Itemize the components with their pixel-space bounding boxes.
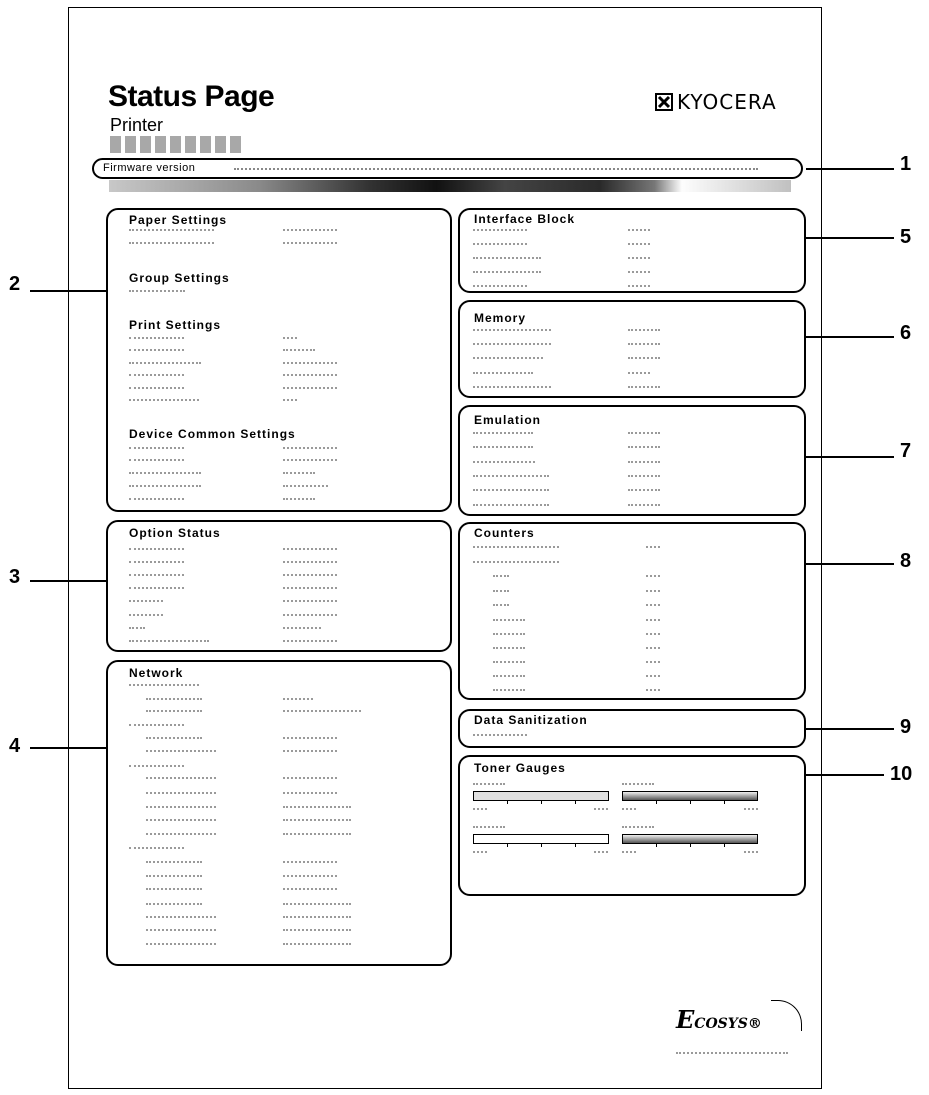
memory-heading: Memory	[474, 311, 527, 325]
placeholder-value-line	[129, 627, 145, 632]
placeholder-value-line	[283, 833, 351, 838]
placeholder-value-line	[283, 792, 337, 797]
gauge-tick	[575, 843, 576, 847]
gauge-tick	[656, 843, 657, 847]
placeholder-value-line	[283, 548, 337, 553]
placeholder-value-line	[146, 792, 216, 797]
placeholder-value-line	[493, 619, 525, 624]
emulation-heading: Emulation	[474, 413, 542, 427]
placeholder-value-line	[646, 575, 660, 580]
gauge-tick	[507, 843, 508, 847]
placeholder-value-line	[493, 661, 525, 666]
printer-model-placeholder	[110, 145, 241, 153]
placeholder-value-line	[129, 498, 184, 503]
gradient-bar	[109, 180, 791, 192]
placeholder-value-line	[283, 229, 337, 234]
placeholder-value-line	[646, 546, 660, 551]
placeholder-value-line	[146, 737, 202, 742]
placeholder-value-line	[129, 548, 184, 553]
placeholder-value-line	[146, 916, 216, 921]
placeholder-value-line	[146, 903, 202, 908]
placeholder-value-line	[622, 851, 636, 856]
page-subtitle: Printer	[110, 115, 164, 135]
placeholder-value-line	[129, 765, 184, 770]
placeholder-value-line	[283, 472, 315, 477]
placeholder-value-line	[283, 875, 337, 880]
placeholder-value-line	[473, 285, 527, 290]
callout-9: 9	[900, 716, 912, 738]
placeholder-value-line	[493, 675, 525, 680]
placeholder-value-line	[646, 661, 660, 666]
placeholder-value-line	[473, 475, 549, 480]
callout-5-line	[806, 237, 894, 239]
placeholder-value-line	[473, 561, 559, 566]
placeholder-value-line	[646, 604, 660, 609]
placeholder-value-line	[473, 243, 527, 248]
print-settings-heading: Print Settings	[129, 318, 222, 332]
ecosys-logo-rest: COSYS	[694, 1016, 748, 1032]
placeholder-value-line	[129, 684, 199, 689]
placeholder-value-line	[283, 903, 351, 908]
placeholder-value-line	[473, 546, 559, 551]
placeholder-value-line	[628, 357, 660, 362]
data-sanitization-box	[458, 709, 806, 748]
option-status-box	[106, 520, 452, 652]
placeholder-value-line	[283, 374, 337, 379]
placeholder-value-line	[473, 372, 533, 377]
placeholder-value-line	[493, 604, 509, 609]
placeholder-value-line	[646, 619, 660, 624]
placeholder-value-line	[473, 386, 551, 391]
placeholder-value-line	[628, 372, 650, 377]
placeholder-value-line	[493, 647, 525, 652]
paper-settings-heading: Paper Settings	[129, 213, 228, 227]
placeholder-value-line	[628, 271, 650, 276]
placeholder-value-line	[493, 590, 509, 595]
gauge-tick	[690, 843, 691, 847]
placeholder-value-line	[283, 337, 297, 342]
placeholder-value-line	[473, 329, 551, 334]
callout-3-line	[30, 580, 106, 582]
placeholder-value-line	[473, 783, 505, 788]
page-title: Status Page	[108, 80, 275, 113]
placeholder-value-line	[628, 432, 660, 437]
placeholder-value-line	[146, 819, 216, 824]
callout-7-line	[806, 456, 894, 458]
counters-heading: Counters	[474, 526, 535, 540]
placeholder-value-line	[283, 362, 337, 367]
kyocera-mark-icon	[655, 93, 673, 111]
placeholder-value-line	[283, 627, 321, 632]
placeholder-value-line	[628, 285, 650, 290]
callout-5: 5	[900, 226, 912, 248]
firmware-version-box	[92, 158, 803, 179]
placeholder-value-line	[473, 504, 549, 509]
placeholder-value-line	[646, 675, 660, 680]
placeholder-value-line	[283, 614, 337, 619]
placeholder-value-line	[646, 647, 660, 652]
placeholder-value-line	[628, 489, 660, 494]
placeholder-value-line	[146, 943, 216, 948]
placeholder-value-line	[283, 387, 337, 392]
placeholder-value-line	[283, 698, 313, 703]
placeholder-value-line	[622, 826, 654, 831]
placeholder-value-line	[473, 826, 505, 831]
firmware-value-placeholder	[234, 168, 758, 170]
placeholder-value-line	[129, 447, 184, 452]
placeholder-value-line	[283, 888, 337, 893]
placeholder-value-line	[283, 777, 337, 782]
option-status-heading: Option Status	[129, 526, 221, 540]
placeholder-value-line	[594, 808, 608, 813]
settings-box	[106, 208, 452, 512]
placeholder-value-line	[473, 808, 487, 813]
callout-2: 2	[9, 273, 21, 295]
placeholder-value-line	[129, 459, 184, 464]
placeholder-value-line	[129, 587, 184, 592]
placeholder-value-line	[146, 698, 202, 703]
placeholder-value-line	[283, 399, 297, 404]
printer-name-placeholder	[110, 136, 241, 145]
placeholder-value-line	[129, 614, 163, 619]
placeholder-value-line	[129, 242, 214, 247]
callout-8-line	[806, 563, 894, 565]
placeholder-value-line	[283, 498, 315, 503]
ecosys-logo-e: E	[676, 1005, 695, 1034]
placeholder-value-line	[129, 600, 163, 605]
callout-7: 7	[900, 440, 912, 462]
placeholder-value-line	[129, 399, 199, 404]
placeholder-value-line	[473, 489, 549, 494]
placeholder-value-line	[129, 229, 214, 234]
callout-9-line	[806, 728, 894, 730]
placeholder-value-line	[628, 243, 650, 248]
placeholder-value-line	[283, 447, 337, 452]
placeholder-value-line	[283, 485, 328, 490]
placeholder-value-line	[283, 929, 351, 934]
placeholder-value-line	[473, 461, 535, 466]
placeholder-value-line	[473, 271, 541, 276]
placeholder-value-line	[146, 929, 216, 934]
placeholder-value-line	[473, 446, 533, 451]
placeholder-value-line	[283, 242, 337, 247]
gauge-tick	[724, 843, 725, 847]
gauge-tick	[541, 800, 542, 804]
callout-10: 10	[890, 763, 913, 785]
placeholder-value-line	[628, 257, 650, 262]
placeholder-value-line	[283, 349, 315, 354]
placeholder-value-line	[628, 343, 660, 348]
placeholder-value-line	[283, 916, 351, 921]
placeholder-value-line	[129, 362, 201, 367]
placeholder-value-line	[146, 710, 202, 715]
memory-box	[458, 300, 806, 398]
group-settings-heading: Group Settings	[129, 271, 230, 285]
placeholder-value-line	[146, 833, 216, 838]
network-heading: Network	[129, 666, 184, 680]
placeholder-value-line	[646, 633, 660, 638]
placeholder-value-line	[283, 587, 337, 592]
toner-gauges-heading: Toner Gauges	[474, 761, 566, 775]
placeholder-value-line	[622, 808, 636, 813]
placeholder-value-line	[283, 819, 351, 824]
callout-2-line	[30, 290, 106, 292]
device-common-settings-heading: Device Common Settings	[129, 427, 296, 441]
callout-1-line	[806, 168, 894, 170]
placeholder-value-line	[744, 851, 758, 856]
callout-3: 3	[9, 566, 21, 588]
gauge-tick	[575, 800, 576, 804]
brand-name: KYOCERA	[677, 90, 777, 114]
placeholder-value-line	[283, 574, 337, 579]
callout-10-line	[806, 774, 884, 776]
gauge-tick	[690, 800, 691, 804]
placeholder-value-line	[594, 851, 608, 856]
gauge-tick	[724, 800, 725, 804]
placeholder-value-line	[628, 329, 660, 334]
ecosys-logo-mark: ®	[747, 1016, 762, 1032]
firmware-label: Firmware version	[103, 162, 196, 174]
placeholder-value-line	[129, 485, 201, 490]
placeholder-value-line	[146, 861, 202, 866]
placeholder-value-line	[283, 640, 337, 645]
placeholder-value-line	[283, 943, 351, 948]
ecosys-logo	[676, 1005, 762, 1034]
callout-4: 4	[9, 735, 21, 757]
placeholder-value-line	[493, 633, 525, 638]
placeholder-value-line	[628, 475, 660, 480]
placeholder-value-line	[146, 875, 202, 880]
callout-6: 6	[900, 322, 912, 344]
gauge-tick	[541, 843, 542, 847]
placeholder-value-line	[129, 472, 201, 477]
kyocera-logo	[655, 90, 777, 114]
placeholder-value-line	[473, 257, 541, 262]
placeholder-value-line	[622, 783, 654, 788]
placeholder-value-line	[646, 689, 660, 694]
placeholder-value-line	[473, 229, 527, 234]
placeholder-value-line	[493, 689, 525, 694]
placeholder-value-line	[146, 806, 216, 811]
placeholder-value-line	[129, 337, 184, 342]
placeholder-value-line	[129, 847, 184, 852]
placeholder-value-line	[129, 290, 185, 295]
placeholder-value-line	[283, 737, 337, 742]
placeholder-value-line	[628, 446, 660, 451]
callout-8: 8	[900, 550, 912, 572]
placeholder-value-line	[283, 459, 337, 464]
placeholder-value-line	[146, 888, 202, 893]
interface-block-box	[458, 208, 806, 293]
placeholder-value-line	[129, 387, 184, 392]
placeholder-value-line	[628, 386, 660, 391]
gauge-tick	[656, 800, 657, 804]
gauge-tick	[507, 800, 508, 804]
placeholder-value-line	[146, 777, 216, 782]
placeholder-value-line	[129, 374, 184, 379]
data-sanitization-heading: Data Sanitization	[474, 713, 588, 727]
placeholder-value-line	[493, 575, 509, 580]
placeholder-value-line	[646, 590, 660, 595]
placeholder-value-line	[283, 561, 337, 566]
placeholder-value-line	[473, 734, 527, 739]
placeholder-value-line	[473, 851, 487, 856]
placeholder-value-line	[473, 357, 543, 362]
placeholder-value-line	[129, 349, 184, 354]
placeholder-value-line	[129, 724, 184, 729]
callout-4-line	[30, 747, 106, 749]
placeholder-value-line	[283, 750, 337, 755]
placeholder-value-line	[473, 432, 533, 437]
callout-1: 1	[900, 153, 912, 175]
placeholder-value-line	[283, 806, 351, 811]
placeholder-value-line	[146, 750, 216, 755]
placeholder-value-line	[628, 229, 650, 234]
placeholder-value-line	[129, 561, 184, 566]
placeholder-value-line	[628, 461, 660, 466]
interface-block-heading: Interface Block	[474, 212, 576, 226]
callout-6-line	[806, 336, 894, 338]
placeholder-value-line	[283, 600, 337, 605]
placeholder-value-line	[283, 710, 361, 715]
placeholder-value-line	[129, 640, 209, 645]
footer-serial-placeholder	[676, 1052, 788, 1057]
placeholder-value-line	[283, 861, 337, 866]
placeholder-value-line	[129, 574, 184, 579]
placeholder-value-line	[473, 343, 551, 348]
placeholder-value-line	[628, 504, 660, 509]
placeholder-value-line	[744, 808, 758, 813]
